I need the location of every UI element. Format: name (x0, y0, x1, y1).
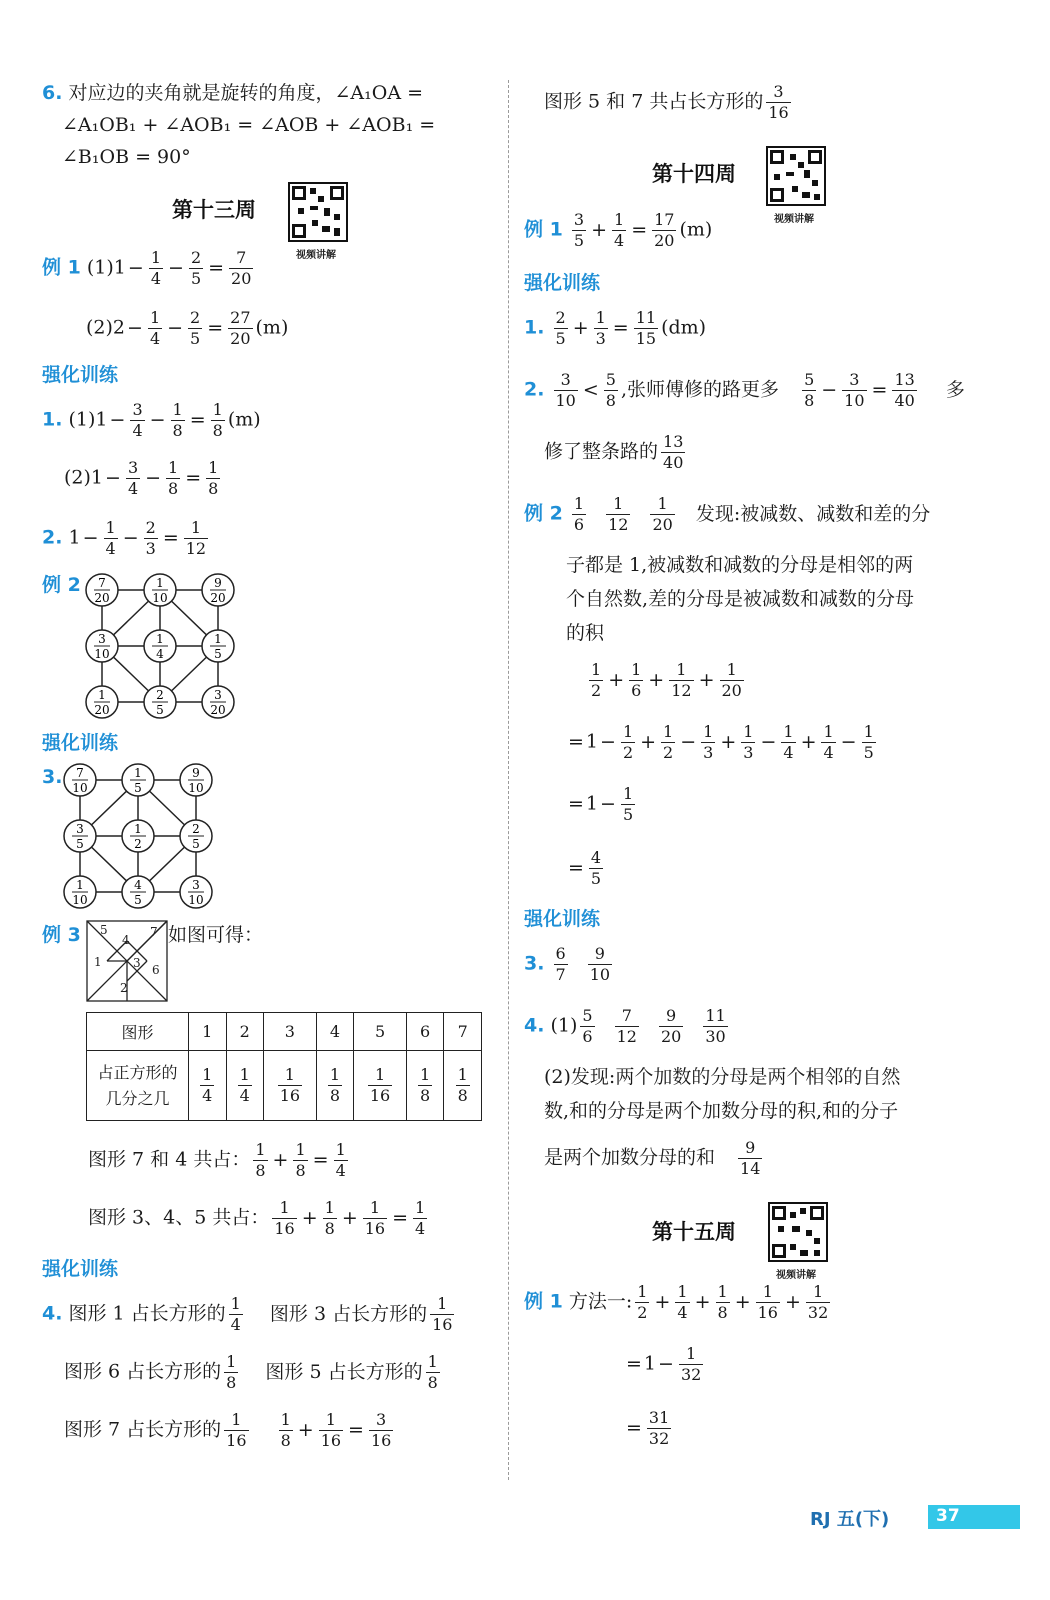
grid-node-numerator: 9 (192, 766, 200, 780)
train-heading-1: 强化训练 (42, 364, 119, 386)
r-ex2-line3: 个自然数,差的分母是被减数和减数的分母 (566, 588, 915, 610)
table-col: 6 (406, 1013, 444, 1051)
r-ex1: 例 1 $\frac{3}{5}$ + $\frac{1}{4}$ = $\frac{17}{20}$ (m) (524, 210, 713, 250)
qr-label: 视频讲解 (296, 250, 336, 261)
r-ex2-calc3: = 1 − $\frac{1}{5}$ (568, 784, 634, 824)
t4-line2: 图形 6 占长方形的 $\frac{1}{8}$ 图形 5 占长方形的 $\frac{1}{8}$ (64, 1352, 438, 1392)
grid-node-denominator: 5 (134, 893, 142, 907)
ex3-square-figure (86, 920, 168, 1002)
table-col: 5 (354, 1013, 407, 1051)
r-train-heading-2: 强化训练 (524, 908, 601, 930)
sq-label: 5 (100, 923, 108, 937)
grid-node-denominator: 10 (188, 781, 204, 795)
grid-node-numerator: 1 (98, 688, 106, 702)
r-t4-line1: 4. (1) $\frac{5}{6}$ $\frac{7}{12}$ $\frac{9}{20}$ $\frac{11}{30}$ (524, 1006, 726, 1046)
sq-label: 2 (120, 981, 128, 995)
t2-line: 2. 1 − $\frac{1}{4}$ − $\frac{2}{3}$ = $\frac{1}{12}$ (42, 518, 207, 558)
grid-node-denominator: 5 (76, 837, 84, 851)
r-ex1b-line1: 例 1 方法一: $\frac{1}{2}$ + $\frac{1}{4}$ + $\frac{1}{8}$ + $\frac{1}{16}$ + $\frac{1}{32}$ (524, 1282, 829, 1322)
r-ex2-calc4: = $\frac{4}{5}$ (568, 848, 602, 888)
r-t1: 1. $\frac{2}{5}$ + $\frac{1}{3}$ = $\frac{11}{15}$ (dm) (524, 308, 707, 348)
qr-code-icon (768, 1202, 828, 1262)
qr-label: 视频讲解 (776, 1270, 816, 1281)
grid-node-denominator: 10 (72, 781, 88, 795)
sq-label: 4 (122, 933, 130, 947)
train-heading-3: 强化训练 (42, 1258, 119, 1280)
r-ex2-calc2: = 1 − $\frac{1}{2}$ + $\frac{1}{2}$ − $\frac{1}{3}$ + $\frac{1}{3}$ − $\frac{1}{4}$ + $\frac{1}{4}$ − $\frac{1}{5}$ (568, 722, 874, 762)
grid-node-numerator: 1 (76, 878, 84, 892)
grid-node-numerator: 1 (134, 822, 142, 836)
r-t4-line2: (2)发现:两个加数的分母是两个相邻的自然 (544, 1066, 901, 1088)
t4-line3: 图形 7 占长方形的 $\frac{1}{16}$ $\frac{1}{8}$ + $\frac{1}{16}$ = $\frac{3}{16}$ (64, 1410, 392, 1450)
table-col: 1 (189, 1013, 227, 1051)
grid-node-numerator: 3 (214, 688, 222, 702)
grid-node-denominator: 10 (152, 591, 168, 605)
grid-node-denominator: 4 (156, 647, 164, 661)
r-t2-line1: 2. $\frac{3}{10}$ < $\frac{5}{8}$ ,张师傅修的路更多 $\frac{5}{8}$ − $\frac{3}{10}$ = $\frac{13}{40}$ 多 (524, 370, 965, 410)
table-row-label: 占正方形的 几分之几 (87, 1051, 189, 1121)
table-col: 7 (444, 1013, 482, 1051)
r-t3: 3. $\frac{6}{7}$ $\frac{9}{10}$ (524, 944, 611, 984)
q6-line2: ∠A₁OB₁ + ∠AOB₁ = ∠AOB + ∠AOB₁ = (62, 114, 436, 136)
t3-circle-grid (62, 762, 214, 910)
table-col: 4 (316, 1013, 354, 1051)
r-ex1b-line2: = 1 − $\frac{1}{32}$ (626, 1344, 702, 1384)
r-ex2-line1: 例 2 $\frac{1}{6}$ $\frac{1}{12}$ $\frac{1}{20}$ 发现:被减数、减数和差的分 (524, 494, 931, 534)
r-t4-line4: 是两个加数分母的和 $\frac{9}{14}$ (544, 1138, 761, 1178)
sq-label: 1 (94, 955, 102, 969)
r-ex2-line4: 的积 (566, 622, 605, 644)
grid-node-numerator: 7 (76, 766, 84, 780)
grid-node-numerator: 1 (156, 576, 164, 590)
ex3-line-a: 图形 7 和 4 共占： $\frac{1}{8}$ + $\frac{1}{8}$ = $\frac{1}{4}$ (88, 1140, 346, 1180)
table-header: 图形 (87, 1013, 189, 1051)
edition-label: RJ 五(下) (810, 1509, 890, 1530)
grid-node-denominator: 5 (134, 781, 142, 795)
sq-label: 6 (152, 963, 160, 977)
grid-node-denominator: 20 (210, 591, 226, 605)
t1-part2: (2)1 − $\frac{3}{4}$ − $\frac{1}{8}$ = $\frac{1}{8}$ (64, 458, 219, 498)
grid-node-denominator: 10 (72, 893, 88, 907)
grid-node-denominator: 5 (156, 703, 164, 717)
grid-node-numerator: 2 (156, 688, 164, 702)
grid-node-numerator: 1 (156, 632, 164, 646)
r-train-heading-1: 强化训练 (524, 272, 601, 294)
grid-node-numerator: 2 (192, 822, 200, 836)
week15-title: 第十五周 (652, 1220, 736, 1244)
grid-node-denominator: 20 (94, 591, 110, 605)
ex3-text: 如图可得： (168, 924, 264, 946)
ex3-table: 图形 1 2 3 4 5 6 7 占正方形的 几分之几 $\frac{1}{4}$ $\frac{1}{4}$ $\frac{1}{16}$ $\frac{1}{8}$ $\frac{1}{16}$ $\frac{1}{8}$ $\frac{1}{8}$ (86, 1012, 482, 1121)
grid-node-numerator: 1 (214, 632, 222, 646)
grid-node-numerator: 3 (192, 878, 200, 892)
q6-line1: 6. 对应边的夹角就是旋转的角度，∠A₁OA = (42, 82, 424, 104)
grid-node-denominator: 5 (214, 647, 222, 661)
grid-node-denominator: 10 (188, 893, 204, 907)
week14-title: 第十四周 (652, 162, 736, 186)
page-number: 37 (936, 1506, 960, 1526)
train-heading-2: 强化训练 (42, 732, 119, 754)
ex2-circle-grid (84, 572, 236, 720)
r-ex2-line2: 子都是 1,被减数和减数的分母是相邻的两 (566, 554, 914, 576)
sq-label: 3 (133, 956, 141, 970)
ex2-label: 例 2 (42, 574, 81, 596)
grid-node-denominator: 5 (192, 837, 200, 851)
grid-node-denominator: 20 (94, 703, 110, 717)
r-t4-line3: 数,和的分母是两个加数分母的积,和的分子 (544, 1100, 899, 1122)
qr-code-icon (766, 146, 826, 206)
grid-node-numerator: 3 (98, 632, 106, 646)
r-t2-line2: 修了整条路的 $\frac{13}{40}$ (544, 432, 684, 472)
grid-node-denominator: 10 (94, 647, 110, 661)
grid-node-denominator: 20 (210, 703, 226, 717)
sq-label: 7 (150, 925, 158, 939)
ex3-line-b: 图形 3、4、5 共占： $\frac{1}{16}$ + $\frac{1}{8}$ + $\frac{1}{16}$ = $\frac{1}{4}$ (88, 1198, 426, 1238)
ex1-part1: 例 1 (1)1 − $\frac{1}{4}$ − $\frac{2}{5}$ = $\frac{7}{20}$ (42, 248, 252, 288)
t4-line1: 4. 图形 1 占长方形的 $\frac{1}{4}$ 图形 3 占长方形的 $\frac{1}{16}$ (42, 1294, 453, 1334)
grid-node-numerator: 7 (98, 576, 106, 590)
week13-title: 第十三周 (172, 198, 256, 222)
grid-node-denominator: 2 (134, 837, 142, 851)
column-divider (508, 80, 509, 1480)
qr-label: 视频讲解 (774, 214, 814, 225)
t1-part1: 1. (1)1 − $\frac{3}{4}$ − $\frac{1}{8}$ = $\frac{1}{8}$ (m) (42, 400, 261, 440)
grid-node-numerator: 1 (134, 766, 142, 780)
t3-num: 3. (42, 766, 63, 788)
ex1-part2: (2)2 − $\frac{1}{4}$ − $\frac{2}{5}$ = $\frac{27}{20}$ (m) (86, 308, 289, 348)
r-ex2-calc1: $\frac{1}{2}$ + $\frac{1}{6}$ + $\frac{1}{12}$ + $\frac{1}{20}$ (591, 660, 742, 700)
r-ex1b-line3: = $\frac{31}{32}$ (626, 1408, 670, 1448)
qr-code-icon (288, 182, 348, 242)
table-col: 2 (226, 1013, 264, 1051)
grid-node-numerator: 4 (134, 878, 142, 892)
ex3-label: 例 3 (42, 924, 81, 946)
q6-line3: ∠B₁OB = 90° (62, 146, 191, 168)
grid-node-numerator: 9 (214, 576, 222, 590)
grid-node-numerator: 3 (76, 822, 84, 836)
r-top-line: 图形 5 和 7 共占长方形的 $\frac{3}{16}$ (544, 82, 789, 122)
table-col: 3 (264, 1013, 317, 1051)
